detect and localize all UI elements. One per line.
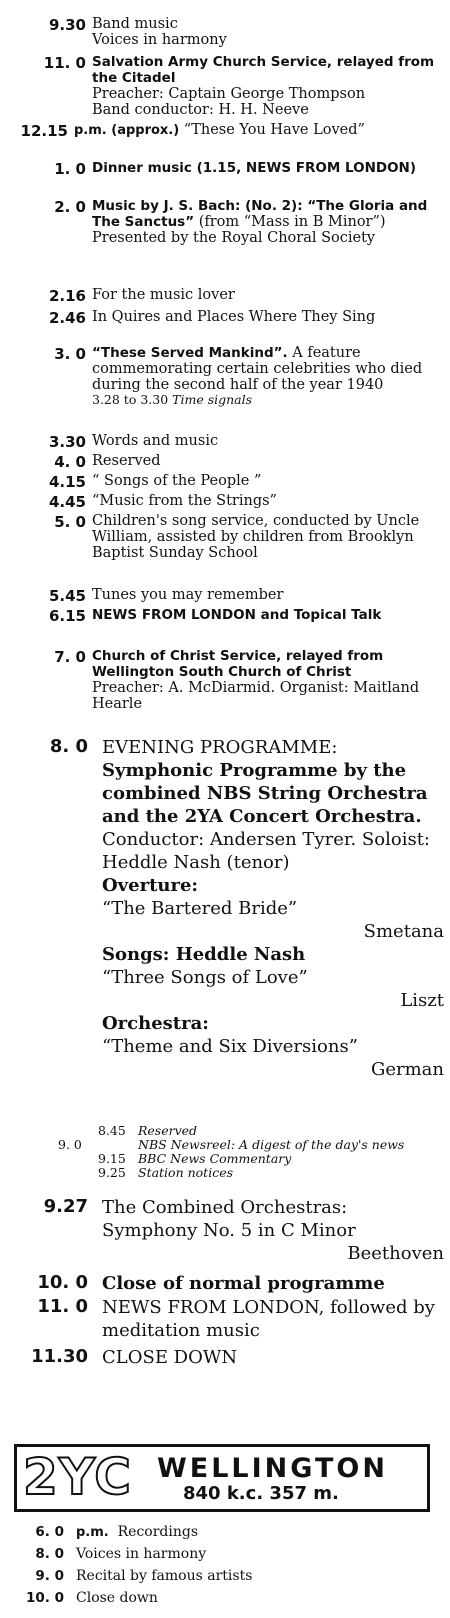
work-title: “The Bartered Bride”	[102, 898, 298, 919]
pm-label: p.m. (approx.)	[74, 123, 180, 138]
text: Children's song service, conducted by Uncle William, assisted by children from Brooklyn Baptist Sunday School	[92, 513, 420, 561]
sub-text: NBS Newsreel: A digest of the day's news	[138, 1137, 405, 1152]
composer: Liszt	[400, 990, 444, 1011]
text: (from “Mass in B Minor”) Presented by the Royal Choral Society	[92, 214, 386, 246]
note-time: 3.28 to 3.30	[92, 392, 169, 407]
time: 8. 0	[49, 736, 88, 757]
station-logo	[14, 1444, 430, 1512]
time: 12.15	[20, 122, 68, 140]
time: 5.45	[48, 587, 86, 605]
station-frequency: 840 k.c. 357 m.	[183, 1483, 339, 1504]
sub-schedule	[58, 1123, 444, 1180]
work-title: “Theme and Six Diversions”	[102, 1036, 358, 1057]
station-call-sign: 2YC	[23, 1448, 132, 1506]
text: “Music from the Strings”	[92, 493, 277, 509]
title: “These Served Mankind”.	[92, 345, 288, 361]
text: “ Songs of the People ”	[92, 473, 262, 489]
sub-time: 9.15	[98, 1151, 126, 1166]
text: CLOSE DOWN	[102, 1347, 238, 1368]
text: Conductor: Andersen Tyrer. Soloist: Heddle Nash (tenor)	[102, 829, 430, 873]
line: Voices in harmony	[92, 32, 227, 48]
pm-label: p.m.	[76, 1525, 109, 1540]
text: Recordings	[117, 1524, 199, 1540]
text: “These You Have Loved”	[183, 122, 365, 138]
text: Voices in harmony	[76, 1546, 207, 1562]
line: Band music	[92, 16, 178, 32]
text: For the music lover	[92, 287, 235, 303]
time: 2. 0	[54, 198, 86, 216]
station-city: WELLINGTON	[157, 1453, 388, 1484]
text: Close of normal programme	[102, 1273, 385, 1294]
time: 6.15	[48, 607, 86, 625]
text: Close down	[76, 1590, 158, 1606]
time: 2.16	[48, 287, 86, 305]
title: Music by J. S. Bach: (No. 2): “The Gloria and The Sanctus”	[92, 198, 428, 230]
time: 3. 0	[54, 345, 86, 363]
sub-text: Reserved	[138, 1123, 198, 1138]
time: 4.45	[48, 493, 86, 511]
heading: EVENING PROGRAMME:	[102, 737, 338, 758]
text: Words and music	[92, 433, 219, 449]
sub-text: Station notices	[138, 1165, 234, 1180]
title: Church of Christ Service, relayed from Wellington South Church of Christ	[92, 648, 384, 680]
time: 9. 0	[35, 1568, 64, 1584]
time: 5. 0	[54, 513, 86, 531]
time: 10. 0	[25, 1590, 64, 1606]
work-title: “Three Songs of Love”	[102, 967, 308, 988]
note-text: Time signals	[172, 392, 253, 407]
time: 7. 0	[54, 648, 86, 666]
sub-time: 9.25	[98, 1165, 126, 1180]
line: Band conductor: H. H. Neeve	[92, 102, 309, 118]
time: 9.30	[48, 16, 86, 34]
title: Symphonic Programme by the combined NBS String Orchestra and the 2YA Concert Orchestra.	[102, 760, 428, 827]
time: 6. 0	[35, 1524, 64, 1540]
time: 1. 0	[54, 160, 86, 178]
time: 2.46	[48, 309, 86, 327]
title: Salvation Army Church Service, relayed from the Citadel	[92, 54, 435, 86]
composer: German	[370, 1059, 444, 1080]
title: NEWS FROM LONDON and Topical Talk	[92, 607, 382, 623]
text: In Quires and Places Where They Sing	[92, 309, 376, 325]
text: The Combined Orchestras: Symphony No. 5 in C Minor	[102, 1197, 356, 1241]
text: Reserved	[92, 453, 161, 469]
composer: Smetana	[363, 921, 444, 942]
text: Tunes you may remember	[92, 587, 284, 603]
title: Dinner music (1.15, NEWS FROM LONDON)	[92, 160, 417, 176]
time: 11.30	[31, 1346, 88, 1367]
composer: Beethoven	[347, 1243, 444, 1264]
sub-time: 8.45	[98, 1123, 126, 1138]
text: NEWS FROM LONDON, followed by meditation music	[102, 1297, 435, 1341]
text: Recital by famous artists	[76, 1568, 253, 1584]
time: 11. 0	[43, 54, 86, 72]
sub-text: BBC News Commentary	[138, 1151, 292, 1166]
section-label: Songs: Heddle Nash	[102, 944, 306, 965]
time: 10. 0	[37, 1272, 88, 1293]
sub-time: 9. 0	[58, 1137, 82, 1152]
time: 4. 0	[54, 453, 86, 471]
text: A feature commemorating certain celebrities who died during the second half of the year 1940	[92, 345, 423, 393]
time: 8. 0	[35, 1546, 64, 1562]
time: 9.27	[43, 1196, 88, 1217]
time: 11. 0	[37, 1296, 88, 1317]
section-label: Overture:	[102, 875, 199, 896]
section-label: Orchestra:	[102, 1013, 209, 1034]
time: 4.15	[48, 473, 86, 491]
list-item	[6, 16, 444, 52]
text: Preacher: A. McDiarmid. Organist: Maitland Hearle	[92, 680, 420, 712]
line: Preacher: Captain George Thompson	[92, 86, 366, 102]
time: 3.30	[48, 433, 86, 451]
